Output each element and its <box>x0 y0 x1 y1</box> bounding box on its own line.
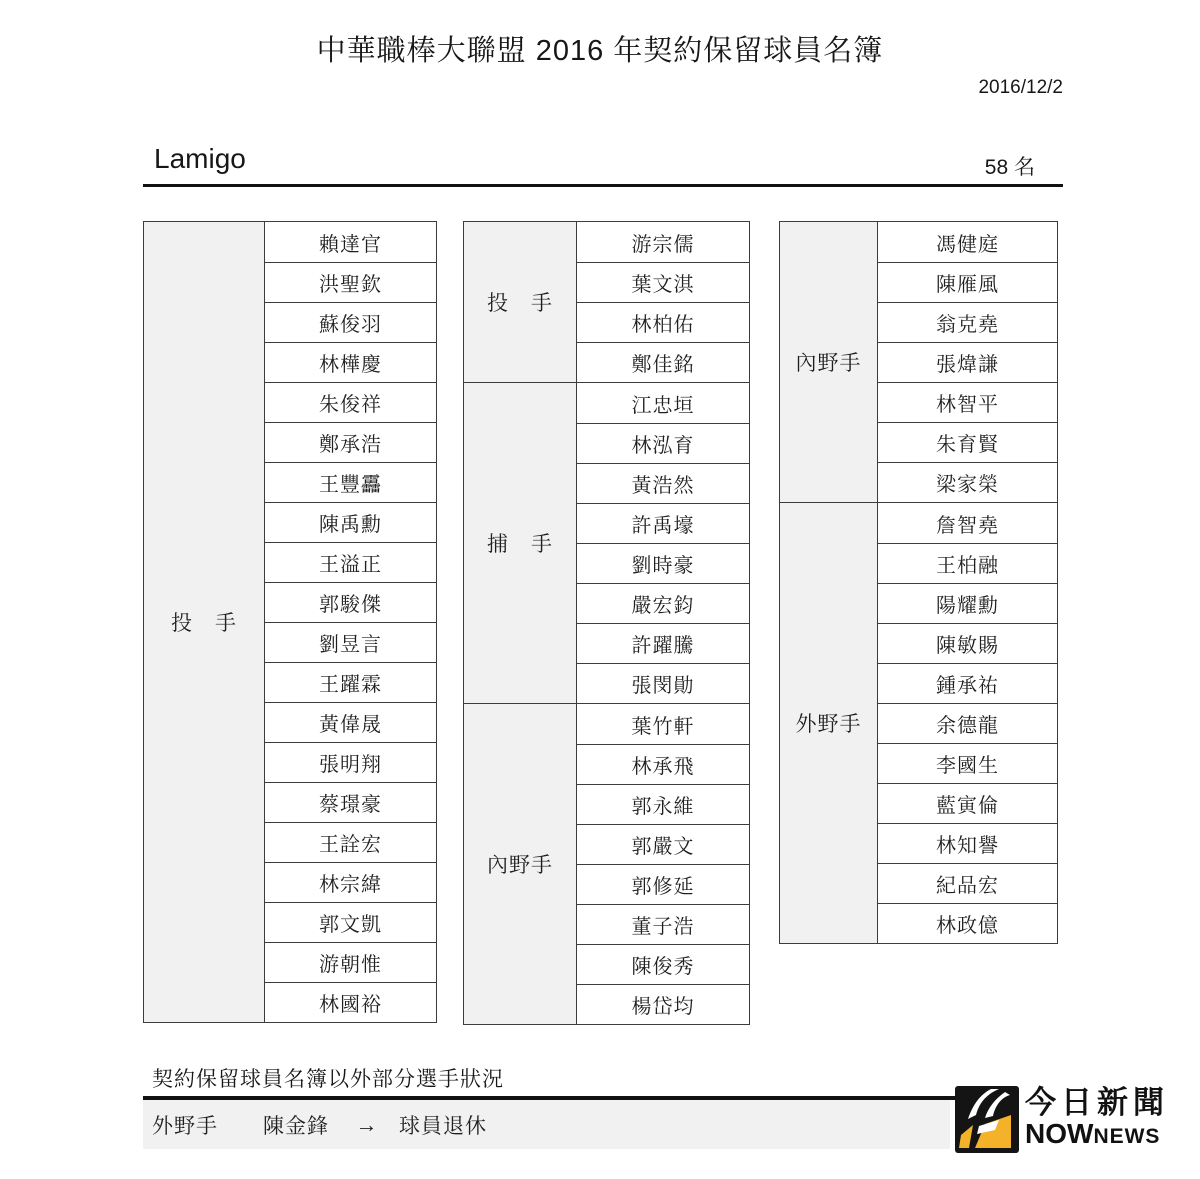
player-cell: 林承飛 <box>577 744 749 784</box>
position-section <box>464 382 749 703</box>
player-cell: 林國裕 <box>265 982 436 1022</box>
player-cell: 朱俊祥 <box>265 382 436 422</box>
position-cell <box>780 503 878 943</box>
roster-table-left <box>143 221 437 1023</box>
logo-english-title <box>1025 1120 1169 1151</box>
player-cell: 黃偉晟 <box>265 702 436 742</box>
position-cell <box>144 222 265 1022</box>
team-name: Lamigo <box>154 143 246 174</box>
player-cell: 王豐靐 <box>265 462 436 502</box>
player-cell: 馮健庭 <box>878 222 1057 262</box>
player-cell: 張明翔 <box>265 742 436 782</box>
player-cell: 王詮宏 <box>265 822 436 862</box>
nownews-logo-text <box>1025 1086 1169 1151</box>
player-cell: 蔡璟豪 <box>265 782 436 822</box>
position-label: 捕 手 <box>487 533 553 556</box>
position-cell <box>464 222 577 382</box>
player-cell: 郭修延 <box>577 864 749 904</box>
player-cell: 游朝惟 <box>265 942 436 982</box>
logo-now-text: NOW <box>1025 1118 1094 1149</box>
player-cell: 林柏佑 <box>577 302 749 342</box>
player-cell: 郭嚴文 <box>577 824 749 864</box>
position-label: 內野手 <box>487 854 553 877</box>
player-cell: 林政億 <box>878 903 1057 943</box>
position-section <box>780 222 1057 502</box>
roster-table-right <box>779 221 1058 944</box>
logo-news-text: NEWS <box>1093 1125 1161 1148</box>
player-status-row <box>143 1100 950 1149</box>
player-cell: 洪聖欽 <box>265 262 436 302</box>
player-cell: 楊岱均 <box>577 984 749 1024</box>
player-cell: 張煒謙 <box>878 342 1057 382</box>
player-cell: 林樺慶 <box>265 342 436 382</box>
player-cell: 王躍霖 <box>265 662 436 702</box>
position-cell <box>464 704 577 1024</box>
player-cell: 藍寅倫 <box>878 783 1057 823</box>
nownews-logo <box>955 1086 1200 1156</box>
player-cell: 朱育賢 <box>878 422 1057 462</box>
player-cell: 葉竹軒 <box>577 704 749 744</box>
player-list <box>577 222 749 382</box>
position-label: 投 手 <box>171 612 237 635</box>
player-cell: 梁家榮 <box>878 462 1057 502</box>
position-label: 外野手 <box>795 713 862 736</box>
player-cell: 陳禹勳 <box>265 502 436 542</box>
player-cell: 翁克堯 <box>878 302 1057 342</box>
player-list <box>577 704 749 1024</box>
arrow-icon: → <box>355 1111 379 1137</box>
player-cell: 黃浩然 <box>577 463 749 503</box>
nownews-logo-icon <box>955 1086 1019 1153</box>
position-section <box>464 703 749 1024</box>
player-cell: 劉昱言 <box>265 622 436 662</box>
status-position: 外野手 <box>152 1114 218 1138</box>
player-cell: 葉文淇 <box>577 262 749 302</box>
player-cell: 林泓育 <box>577 423 749 463</box>
player-list <box>265 222 436 1022</box>
footer-note-title: 契約保留球員名簿以外部分選手狀況 <box>152 1068 504 1091</box>
player-cell: 劉時豪 <box>577 543 749 583</box>
player-cell: 陳俊秀 <box>577 944 749 984</box>
player-cell: 許禹壕 <box>577 503 749 543</box>
player-cell: 郭駿傑 <box>265 582 436 622</box>
document-date: 2016/12/2 <box>978 77 1063 98</box>
player-cell: 林知譽 <box>878 823 1057 863</box>
player-cell: 董子浩 <box>577 904 749 944</box>
player-cell: 許躍騰 <box>577 623 749 663</box>
position-label: 投 手 <box>487 292 553 315</box>
status-player: 陳金鋒 <box>263 1114 329 1138</box>
player-cell: 蘇俊羽 <box>265 302 436 342</box>
player-cell: 林智平 <box>878 382 1057 422</box>
player-cell: 郭永維 <box>577 784 749 824</box>
position-cell <box>780 222 878 502</box>
player-cell: 賴達官 <box>265 222 436 262</box>
player-cell: 紀品宏 <box>878 863 1057 903</box>
player-list <box>577 383 749 703</box>
roster-table-middle <box>463 221 750 1025</box>
position-cell <box>464 383 577 703</box>
player-list <box>878 222 1057 502</box>
player-cell: 李國生 <box>878 743 1057 783</box>
player-cell: 林宗緯 <box>265 862 436 902</box>
player-cell: 王柏融 <box>878 543 1057 583</box>
player-cell: 游宗儒 <box>577 222 749 262</box>
player-cell: 張閔勛 <box>577 663 749 703</box>
header-divider <box>143 184 1063 187</box>
position-section <box>144 222 436 1022</box>
logo-chinese-title: 今日新聞 <box>1025 1085 1169 1120</box>
player-cell: 余德龍 <box>878 703 1057 743</box>
player-cell: 江忠垣 <box>577 383 749 423</box>
player-count: 58 名 <box>984 156 1035 179</box>
player-cell: 詹智堯 <box>878 503 1057 543</box>
player-cell: 王溢正 <box>265 542 436 582</box>
page-title: 中華職棒大聯盟 2016 年契約保留球員名簿 <box>316 35 884 67</box>
player-cell: 嚴宏鈞 <box>577 583 749 623</box>
player-cell: 鄭承浩 <box>265 422 436 462</box>
player-cell: 陽耀勳 <box>878 583 1057 623</box>
player-cell: 陳雁風 <box>878 262 1057 302</box>
position-section <box>780 502 1057 943</box>
player-list <box>878 503 1057 943</box>
position-section <box>464 222 749 382</box>
position-label: 內野手 <box>795 352 862 375</box>
status-text: 球員退休 <box>399 1114 487 1138</box>
player-cell: 郭文凱 <box>265 902 436 942</box>
player-cell: 鄭佳銘 <box>577 342 749 382</box>
player-cell: 鍾承祐 <box>878 663 1057 703</box>
player-cell: 陳敏賜 <box>878 623 1057 663</box>
